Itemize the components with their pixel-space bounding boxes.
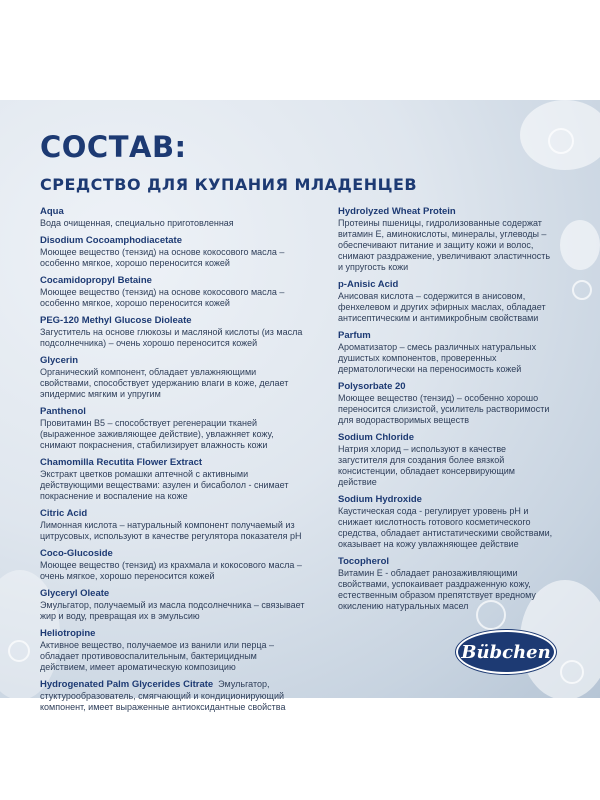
- ingredient-description: Активное вещество, получаемое из ванили или перца –: [40, 640, 275, 650]
- ingredient-description: особенно мягкое, хорошо переносится кожей: [40, 258, 230, 268]
- ingredient-description: Каустическая сода - регулирует уровень pH и: [338, 506, 529, 516]
- ingredient-description: покраснение и воспаление на коже: [40, 491, 188, 501]
- ingredient-description: свойствами, успокаивает раздраженную кожу,: [338, 579, 531, 589]
- ingredient-description: переносится слизистой, усилитель растворимости: [338, 404, 550, 414]
- foam-bubble: [560, 660, 584, 684]
- ingredient-entry: [338, 432, 583, 488]
- ingredient-description: для водорастворимых веществ: [338, 415, 470, 425]
- ingredient-description: действующими веществами: азулен и бисаболол - снимает: [40, 480, 289, 490]
- ingredient-description: естественным образом препятствует вредному: [338, 590, 536, 600]
- page-subtitle: СРЕДСТВО ДЛЯ КУПАНИЯ МЛАДЕНЦЕВ: [40, 175, 418, 194]
- ingredient-entry: [338, 494, 583, 550]
- ingredient-entry: [40, 206, 330, 229]
- ingredients-right-column: [338, 206, 583, 618]
- ingredient-name: Coco-Glucoside: [40, 548, 113, 559]
- ingredient-description: и упругость кожи: [338, 262, 409, 272]
- ingredient-description: снимают раздражение, увеличивают эластичность: [338, 251, 551, 261]
- ingredient-description: Витамин Е - обладает ранозаживляющими: [338, 568, 518, 578]
- ingredient-name: Citric Acid: [40, 508, 88, 519]
- ingredient-name: Glyceryl Oleate: [40, 588, 110, 599]
- ingredient-name: Sodium Hydroxide: [338, 494, 422, 505]
- page-title: СОСТАВ:: [40, 130, 187, 164]
- ingredient-name: Hydrolyzed Wheat Protein: [338, 206, 456, 217]
- ingredient-description: Экстракт цветков ромашки аптечной с активными: [40, 469, 249, 479]
- ingredient-name: Disodium Cocoamphodiacetate: [40, 235, 182, 246]
- ingredient-description: Моющее вещество (тензид) на основе кокосового масла –: [40, 247, 285, 257]
- ingredient-name: Cocamidopropyl Betaine: [40, 275, 152, 286]
- ingredient-entry: [338, 330, 583, 375]
- ingredient-name: Tocopherol: [338, 556, 390, 567]
- ingredient-name: Hydrogenated Palm Glycerides Citrate: [40, 679, 214, 690]
- ingredient-entry: [338, 206, 583, 273]
- ingredient-description: фенхелевом и других эфирных маслах, обладает: [338, 302, 546, 312]
- ingredient-description: Эмульгатор, получаемый из масла подсолнечника – связывает: [40, 600, 305, 610]
- ingredient-entry: [40, 355, 330, 400]
- ingredient-description: очень мягкое, хорошо переносится кожей: [40, 571, 215, 581]
- ingredient-description: обеспечивают питание и защиту кожи и волос,: [338, 240, 534, 250]
- ingredient-description: консистенции, обладает консервирующим: [338, 466, 515, 476]
- ingredient-entry: [40, 457, 330, 502]
- ingredient-description: дерматологически на переносимость кожей: [338, 364, 522, 374]
- ingredient-entry: [40, 235, 330, 269]
- ingredient-description: снимают покраснения, стабилизирует влажность кожи: [40, 440, 268, 450]
- ingredient-description: Ароматизатор – смесь различных натуральных: [338, 342, 537, 352]
- ingredient-name: Glycerin: [40, 355, 79, 366]
- ingredient-description: Моющее вещество (тензид) из крахмала и кокосового масла –: [40, 560, 302, 570]
- ingredient-description: компонент, имеет выраженные антиоксидантные свойства: [40, 702, 286, 712]
- ingredients-left-column: [40, 206, 330, 719]
- ingredient-description: Эмульгатор,: [218, 679, 270, 689]
- ingredient-description: особенно мягкое, хорошо переносится кожей: [40, 298, 230, 308]
- ingredient-entry: [40, 275, 330, 309]
- ingredient-description: цитрусовых, используют в качестве регулятора показателя pH: [40, 531, 302, 541]
- ingredient-description: оказывает на кожу увлажняющее действие: [338, 539, 519, 549]
- ingredient-name: PEG-120 Methyl Glucose Dioleate: [40, 315, 192, 326]
- ingredient-entry: [40, 628, 330, 673]
- ingredient-description: загустителя для создания более вязкой: [338, 455, 505, 465]
- ingredient-description: стуктурообразователь, смягчающий и кондиционирующий: [40, 691, 285, 701]
- ingredient-entry: [40, 508, 330, 542]
- ingredient-name: Aqua: [40, 206, 64, 217]
- ingredient-name: Polysorbate 20: [338, 381, 406, 392]
- bubchen-logo: [456, 630, 556, 674]
- ingredient-description: Провитамин B5 – способствует регенерации тканей: [40, 418, 258, 428]
- foam-bubble: [548, 128, 574, 154]
- ingredient-description: подсолнечника) – очень хорошо переносится кожей: [40, 338, 258, 348]
- ingredient-entry: [40, 406, 330, 451]
- ingredient-description: свойствами, способствует удержанию влаги в коже, делает: [40, 378, 289, 388]
- foam-bubble: [8, 640, 30, 662]
- ingredient-description: (выраженное заживляющее действие), увлажняет кожу,: [40, 429, 274, 439]
- ingredient-entry: [338, 556, 583, 612]
- ingredient-description: действие: [338, 477, 377, 487]
- ingredient-description: витамин Е, аминокислоты, минералы, углеводы –: [338, 229, 547, 239]
- ingredient-name: Chamomilla Recutita Flower Extract: [40, 457, 203, 468]
- ingredient-description: Загуститель на основе глюкозы и масляной кислоты (из масла: [40, 327, 303, 337]
- ingredient-description: эпидермис мягким и упругим: [40, 389, 161, 399]
- ingredient-description: Натрия хлорид – используют в качестве: [338, 444, 507, 454]
- ingredient-description: Моющее вещество (тензид) – особенно хорошо: [338, 393, 539, 403]
- ingredient-description: Анисовая кислота – содержится в анисовом,: [338, 291, 526, 301]
- ingredient-entry: [40, 588, 330, 622]
- ingredient-entry: [40, 679, 330, 713]
- ingredient-name: Heliotropine: [40, 628, 96, 639]
- ingredient-description: окислению натуральных масел: [338, 601, 469, 611]
- ingredient-entry: [338, 381, 583, 426]
- ingredient-heading-row: [40, 679, 330, 691]
- ingredient-description: Моющее вещество (тензид) на основе кокосового масла –: [40, 287, 285, 297]
- ingredient-entry: [338, 279, 583, 324]
- ingredient-entry: [40, 315, 330, 349]
- ingredient-description: Органический компонент, обладает увлажняющими: [40, 367, 257, 377]
- ingredient-description: средства, обладает антистатическими свойствами,: [338, 528, 553, 538]
- ingredient-description: Лимонная кислота – натуральный компонент получаемый из: [40, 520, 295, 530]
- ingredient-description: душистых компонентов, проверенных: [338, 353, 497, 363]
- ingredient-description: жир и воду, превращая их в эмульсию: [40, 611, 200, 621]
- ingredient-name: Panthenol: [40, 406, 86, 417]
- ingredient-name: Sodium Chloride: [338, 432, 414, 443]
- ingredient-description: Вода очищенная, специально приготовленная: [40, 218, 234, 228]
- ingredient-name: Parfum: [338, 330, 371, 341]
- brand-name: Bübchen: [461, 641, 551, 663]
- ingredient-description: снижает кислотность готового косметического: [338, 517, 531, 527]
- ingredient-description: обладает противовоспалительным, бактерицидным: [40, 651, 257, 661]
- ingredient-description: антисептическим и антимикробным свойствами: [338, 313, 539, 323]
- ingredient-name: p-Anisic Acid: [338, 279, 399, 290]
- ingredient-entry: [40, 548, 330, 582]
- ingredient-description: Протеины пшеницы, гидролизованные содержат: [338, 218, 542, 228]
- ingredient-description: действием, имеет ароматическую композицию: [40, 662, 236, 672]
